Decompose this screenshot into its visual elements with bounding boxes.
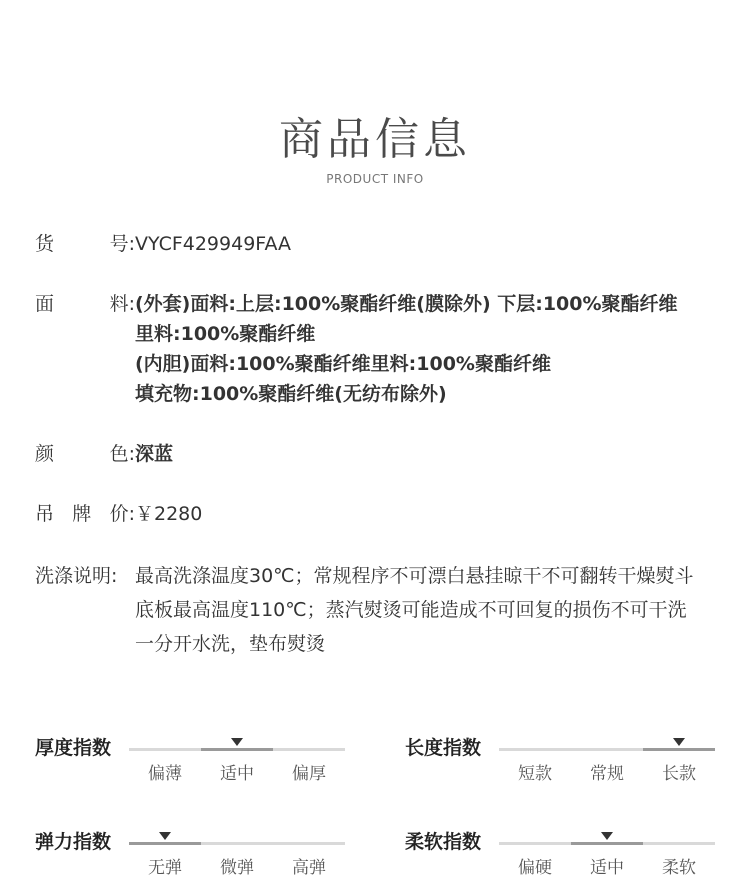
scale-option-label: 偏薄 [148, 764, 182, 784]
scale-option-label: 偏硬 [518, 858, 552, 878]
scale-option-label: 常规 [590, 764, 624, 784]
scale-options [499, 762, 715, 786]
scale-option-label: 适中 [590, 858, 624, 878]
scale-pointer-icon [673, 738, 685, 746]
scale-options [499, 856, 715, 880]
scale-option-label: 短款 [518, 764, 552, 784]
scale-segment [201, 748, 273, 751]
material-label: 面 料: [35, 293, 135, 315]
sku-value: VYCF429949FAA [135, 233, 291, 255]
page-subtitle: PRODUCT INFO [326, 172, 424, 186]
scale-option-label: 无弹 [148, 858, 182, 878]
wash-line: 一分开水洗，垫布熨烫 [135, 633, 326, 655]
scale-options [129, 762, 345, 786]
wash-label: 洗涤说明: [35, 565, 118, 587]
scale-segment [129, 748, 201, 751]
scale-segment [273, 842, 345, 845]
scale-name: 柔软指数 [405, 831, 482, 853]
scale-segment [499, 748, 571, 751]
scale-pointer-icon [231, 738, 243, 746]
scale-track [499, 842, 715, 845]
color-value: 深蓝 [135, 443, 174, 465]
scale-track [129, 842, 345, 845]
scale-option-label: 长款 [662, 764, 696, 784]
scale-segment [571, 842, 643, 845]
scale-segment [201, 842, 273, 845]
scale-name: 长度指数 [405, 737, 482, 759]
scale-track [129, 748, 345, 751]
scale-option-label: 适中 [220, 764, 254, 784]
scale-segment [643, 748, 715, 751]
color-label: 颜 色: [35, 443, 135, 465]
scale-option-label: 柔软 [662, 858, 696, 878]
scale-segment [643, 842, 715, 845]
page-title: 商品信息 [279, 114, 471, 165]
sku-label: 货 号: [35, 233, 135, 255]
material-line: (内胆)面料:100%聚酯纤维里料:100%聚酯纤维 [135, 353, 551, 375]
price-label: 吊 牌 价: [35, 503, 135, 525]
scale-pointer-icon [159, 832, 171, 840]
scale-options [129, 856, 345, 880]
material-value [135, 289, 678, 409]
material-line: 里料:100%聚酯纤维 [135, 323, 316, 345]
price-value: ￥2280 [135, 503, 203, 525]
scale-segment [129, 842, 201, 845]
scale-option-label: 高弹 [292, 858, 326, 878]
scale-segment [499, 842, 571, 845]
scale-option-label: 微弹 [220, 858, 254, 878]
scale-option-label: 偏厚 [292, 764, 326, 784]
scale-name: 弹力指数 [35, 831, 112, 853]
wash-line: 底板最高温度110℃；蒸汽熨烫可能造成不可回复的损伤不可干洗 [135, 599, 687, 621]
wash-line: 最高洗涤温度30℃；常规程序不可漂白悬挂晾干不可翻转干燥熨斗 [135, 565, 694, 587]
material-line: 填充物:100%聚酯纤维(无纺布除外) [135, 383, 447, 405]
material-line: (外套)面料:上层:100%聚酯纤维(膜除外) 下层:100%聚酯纤维 [135, 293, 678, 315]
scale-name: 厚度指数 [35, 737, 112, 759]
scale-segment [571, 748, 643, 751]
scale-track [499, 748, 715, 751]
scale-segment [273, 748, 345, 751]
scale-pointer-icon [601, 832, 613, 840]
wash-value [135, 559, 725, 661]
